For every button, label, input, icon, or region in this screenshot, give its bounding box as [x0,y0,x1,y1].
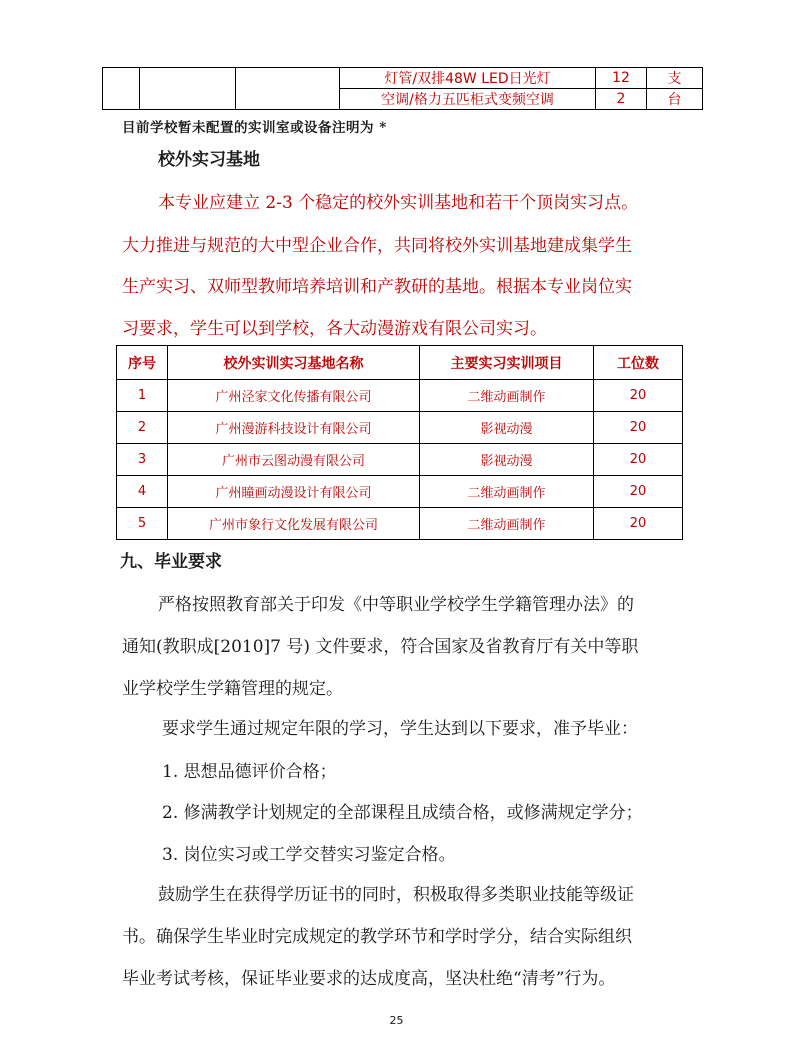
cell-seats: 20 [594,380,683,412]
section-heading-offcampus: 校外实习基地 [158,150,260,170]
cell-name: 广州瞳画动漫设计有限公司 [168,476,420,508]
paragraph-line: 本专业应建立 2-3 个稳定的校外实训基地和若干个顶岗实习点。 [158,193,639,213]
paragraph-line: 毕业考试考核，保证毕业要求的达成度高，坚决杜绝“清考”行为。 [122,969,616,989]
col-header-name: 校外实训实习基地名称 [168,346,420,380]
table-row [117,380,683,412]
cell-index: 3 [117,444,168,476]
paragraph-line: 生产实习、双师型教师培养培训和产教研的基地。根据本专业岗位实 [122,277,632,297]
table-row [117,508,683,540]
cell-seats: 20 [594,508,683,540]
paragraph-line: 大力推进与规范的大中型企业合作，共同将校外实训基地建成集学生 [122,236,632,256]
cell-seats: 20 [594,476,683,508]
equipment-unit: 支 [647,68,703,89]
cell-index: 4 [117,476,168,508]
graduation-intro: 要求学生通过规定年限的学习，学生达到以下要求，准予毕业： [162,719,638,739]
cell-name: 广州市云图动漫有限公司 [168,444,420,476]
requirement-item: 1. 思想品德评价合格； [162,762,337,782]
offcampus-base-table [116,345,683,540]
paragraph-line: 书。确保学生毕业时完成规定的教学环节和学时学分，结合实际组织 [122,927,632,947]
paragraph-line: 通知(教职成[2010]7 号) 文件要求，符合国家及省教育厅有关中等职 [122,637,639,657]
requirement-item: 2. 修满教学计划规定的全部课程且成绩合格，或修满规定学分； [162,803,643,823]
equipment-qty: 12 [596,68,647,89]
cell-project: 影视动漫 [420,444,594,476]
table-row [103,68,703,89]
table-cell [140,68,236,110]
cell-project: 二维动画制作 [420,380,594,412]
equipment-table [102,67,703,110]
requirement-item: 3. 岗位实习或工学交替实习鉴定合格。 [162,845,456,865]
equipment-unit: 台 [647,89,703,110]
table-row [117,444,683,476]
equipment-name: 灯管/双排48W LED日光灯 [340,68,596,89]
cell-name: 广州市象行文化发展有限公司 [168,508,420,540]
equipment-qty: 2 [596,89,647,110]
cell-index: 5 [117,508,168,540]
cell-name: 广州泾家文化传播有限公司 [168,380,420,412]
page-number: 25 [389,1014,404,1027]
col-header-index: 序号 [117,346,168,380]
table-cell [103,68,140,110]
col-header-project: 主要实习实训项目 [420,346,594,380]
cell-project: 影视动漫 [420,412,594,444]
equipment-note: 目前学校暂未配置的实训室或设备注明为 * [122,120,387,136]
cell-project: 二维动画制作 [420,476,594,508]
equipment-name: 空调/格力五匹柜式变频空调 [340,89,596,110]
paragraph-line: 业学校学生学籍管理的规定。 [122,679,343,699]
paragraph-line: 严格按照教育部关于印发《中等职业学校学生学籍管理办法》的 [158,595,634,615]
cell-name: 广州漫游科技设计有限公司 [168,412,420,444]
cell-seats: 20 [594,412,683,444]
table-header-row [117,346,683,380]
table-cell [236,68,340,110]
paragraph-line: 鼓励学生在获得学历证书的同时，积极取得多类职业技能等级证 [158,885,634,905]
table-row [117,476,683,508]
cell-index: 1 [117,380,168,412]
paragraph-line: 习要求，学生可以到学校，各大动漫游戏有限公司实习。 [122,319,547,339]
cell-index: 2 [117,412,168,444]
cell-seats: 20 [594,444,683,476]
section-heading-graduation: 九、毕业要求 [120,552,222,572]
col-header-seats: 工位数 [594,346,683,380]
cell-project: 二维动画制作 [420,508,594,540]
table-row [117,412,683,444]
